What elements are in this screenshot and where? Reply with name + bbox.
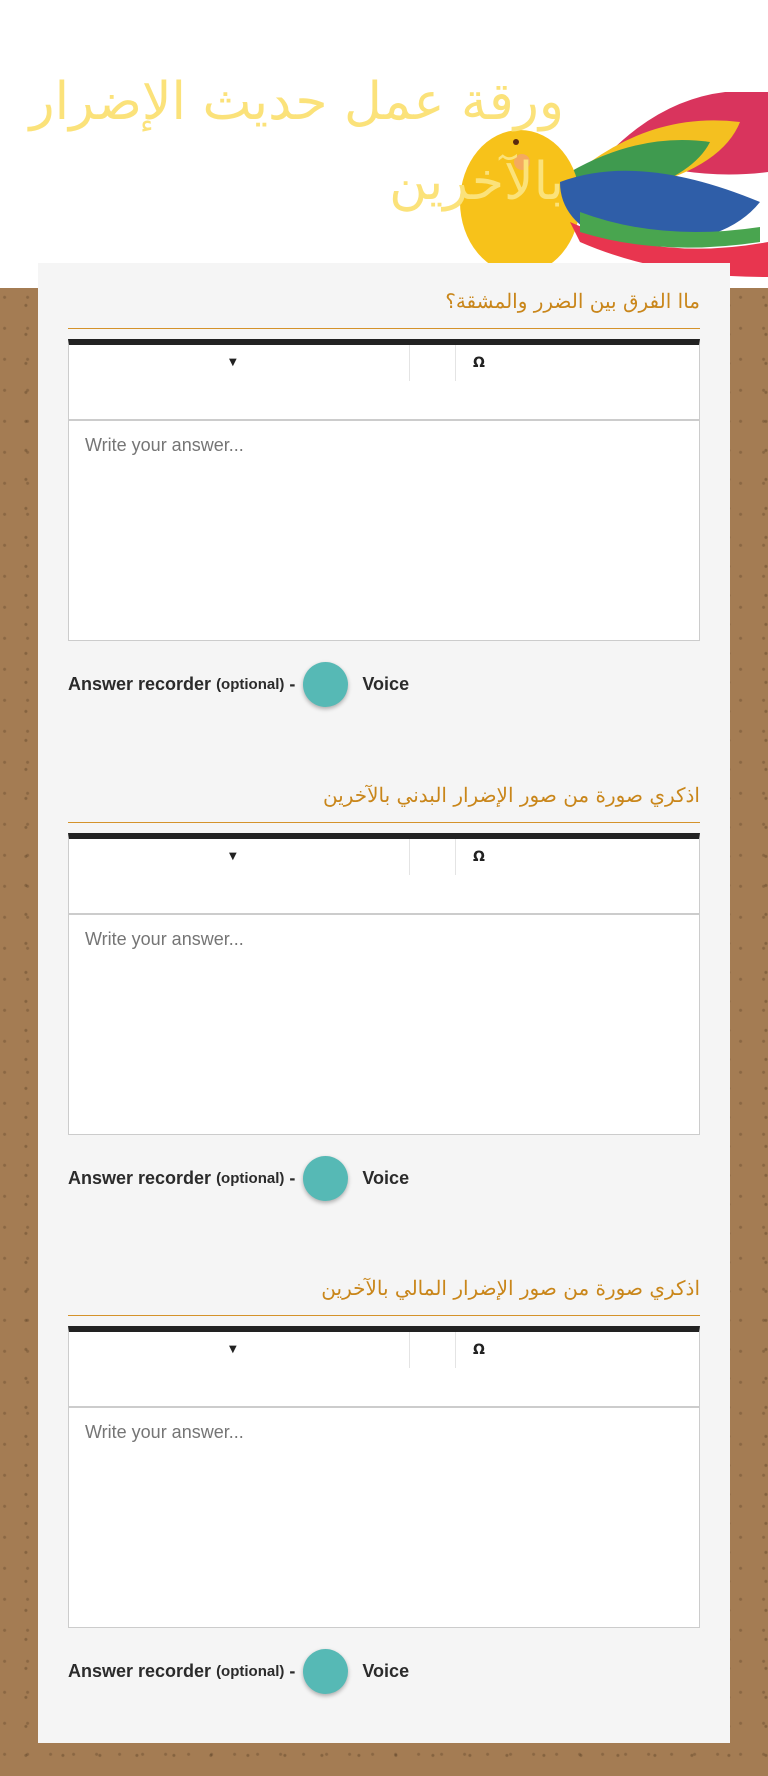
- voice-label: Voice: [362, 1660, 410, 1681]
- question-title: اذكري صورة من صور الإضرار البدني بالآخرين: [68, 783, 700, 823]
- special-character-button[interactable]: Ω: [473, 849, 485, 865]
- toolbar-divider: [409, 345, 410, 381]
- recorder-dash: -: [289, 1167, 296, 1188]
- question-title: ماا الفرق بين الضرر والمشقة؟: [68, 289, 700, 329]
- record-button[interactable]: [303, 1649, 348, 1694]
- answer-input[interactable]: [69, 421, 699, 640]
- question-title: اذكري صورة من صور الإضرار المالي بالآخرين: [68, 1276, 700, 1316]
- voice-label: Voice: [362, 1167, 410, 1188]
- page-title: ورقة عمل حديث الإضرار بالآخرين: [29, 72, 564, 212]
- worksheet-card: [38, 263, 730, 1743]
- recorder-optional: (optional): [216, 1169, 285, 1187]
- toolbar-divider: [455, 839, 456, 875]
- editor-toolbar: [69, 1332, 699, 1408]
- recorder-label: Answer recorder: [68, 673, 212, 694]
- special-character-button[interactable]: Ω: [473, 355, 485, 371]
- answer-recorder: [68, 1648, 700, 1694]
- recorder-label: Answer recorder: [68, 1167, 212, 1188]
- answer-recorder: [68, 1155, 700, 1201]
- recorder-dash: -: [289, 673, 296, 694]
- answer-editor: [68, 833, 700, 1135]
- format-dropdown-caret-icon[interactable]: ▼: [229, 1344, 237, 1355]
- question-3: [68, 1276, 700, 1694]
- answer-editor: [68, 339, 700, 641]
- recorder-label: Answer recorder: [68, 1660, 212, 1681]
- answer-editor: [68, 1326, 700, 1628]
- toolbar-divider: [409, 1332, 410, 1368]
- special-character-button[interactable]: Ω: [473, 1342, 485, 1358]
- format-dropdown-caret-icon[interactable]: ▼: [229, 851, 237, 862]
- editor-toolbar: [69, 345, 699, 421]
- question-1: [68, 289, 700, 707]
- record-button[interactable]: [303, 662, 348, 707]
- record-button[interactable]: [303, 1156, 348, 1201]
- recorder-dash: -: [289, 1660, 296, 1681]
- recorder-optional: (optional): [216, 1662, 285, 1680]
- toolbar-divider: [409, 839, 410, 875]
- voice-label: Voice: [362, 673, 410, 694]
- answer-input[interactable]: [69, 1408, 699, 1627]
- toolbar-divider: [455, 345, 456, 381]
- editor-toolbar: [69, 839, 699, 915]
- question-2: [68, 783, 700, 1201]
- toolbar-divider: [455, 1332, 456, 1368]
- answer-input[interactable]: [69, 915, 699, 1134]
- answer-recorder: [68, 661, 700, 707]
- format-dropdown-caret-icon[interactable]: ▼: [229, 357, 237, 368]
- recorder-optional: (optional): [216, 675, 285, 693]
